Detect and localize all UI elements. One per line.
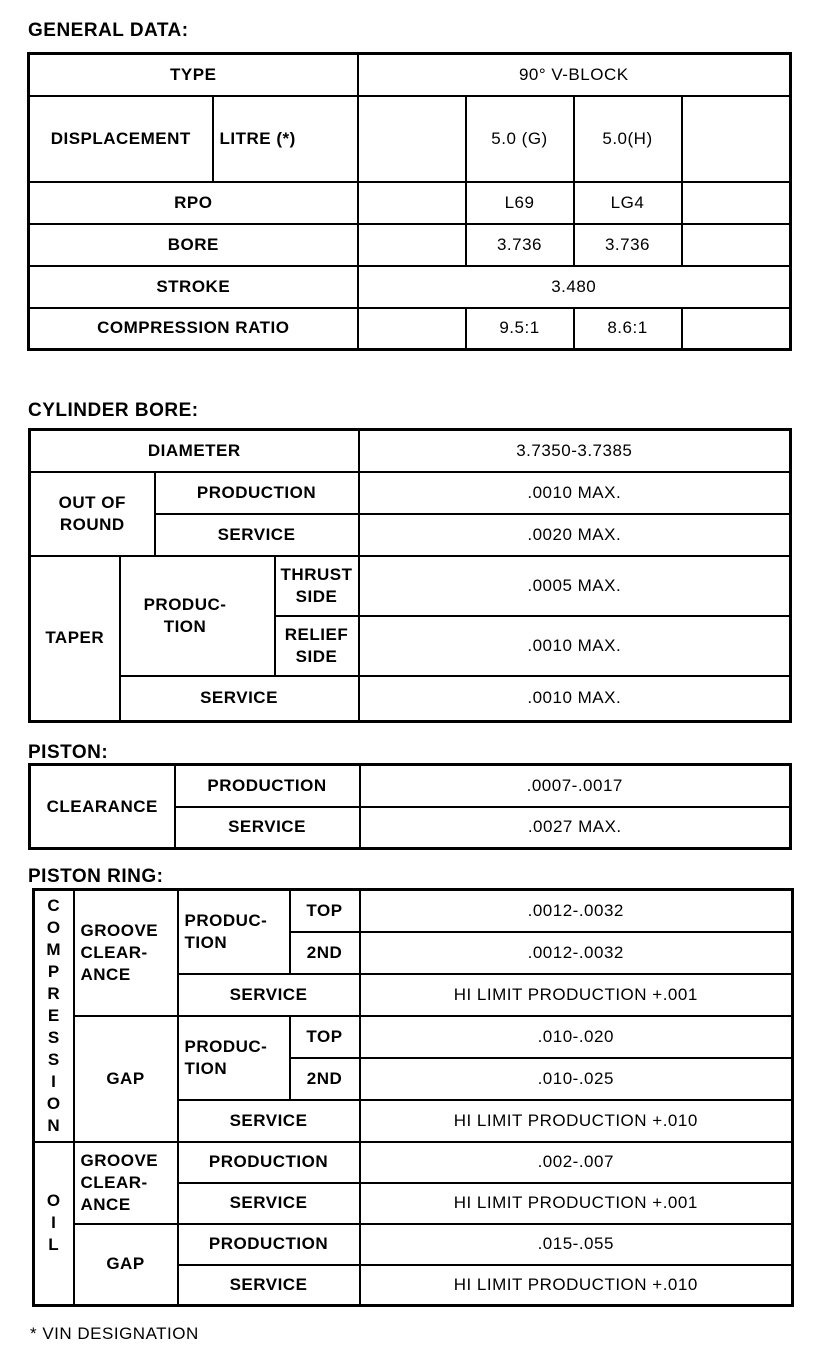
general-data-table: [27, 52, 792, 351]
comp-gap-2nd-label: 2ND: [290, 1058, 360, 1100]
empty-cell: [682, 224, 791, 266]
relief-side-label: RELIEF SIDE: [275, 616, 359, 676]
oil-groove-production-label: PRODUCTION: [178, 1142, 360, 1183]
piston-ring-table: [32, 888, 794, 1307]
piston-production-value: .0007-.0017: [360, 765, 791, 807]
rpo-g: L69: [466, 182, 574, 224]
stroke-value: 3.480: [358, 266, 791, 308]
compression-h: 8.6:1: [574, 308, 682, 350]
oil-groove-service-label: SERVICE: [178, 1183, 360, 1224]
taper-production-label: PRODUC- TION: [120, 556, 275, 676]
oil-gap-service-label: SERVICE: [178, 1265, 360, 1306]
bore-h: 3.736: [574, 224, 682, 266]
oil-groove-service-value: HI LIMIT PRODUCTION +.001: [360, 1183, 793, 1224]
taper-service-label: SERVICE: [120, 676, 359, 722]
rpo-label: RPO: [29, 182, 358, 224]
piston-service-value: .0027 MAX.: [360, 807, 791, 849]
oor-production-value: .0010 MAX.: [359, 472, 791, 514]
vin-designation-footnote: * VIN DESIGNATION: [30, 1324, 199, 1343]
oil-gap-service-value: HI LIMIT PRODUCTION +.010: [360, 1265, 793, 1306]
thrust-side-label: THRUST SIDE: [275, 556, 359, 616]
empty-cell: [358, 182, 466, 224]
compression-g: 9.5:1: [466, 308, 574, 350]
empty-cell: [358, 96, 466, 182]
piston-table: [28, 763, 792, 850]
diameter-value: 3.7350-3.7385: [359, 430, 791, 472]
comp-groove-top-label: TOP: [290, 890, 360, 932]
comp-gap-top-label: TOP: [290, 1016, 360, 1058]
oil-gap-production-label: PRODUCTION: [178, 1224, 360, 1265]
comp-groove-clearance-label: GROOVE CLEAR- ANCE: [74, 890, 178, 1016]
empty-cell: [358, 308, 466, 350]
bore-g: 3.736: [466, 224, 574, 266]
oil-vertical-label: O I L: [34, 1142, 74, 1306]
type-label: TYPE: [29, 54, 358, 96]
empty-cell: [682, 308, 791, 350]
rpo-h: LG4: [574, 182, 682, 224]
displacement-h: 5.0(H): [574, 96, 682, 182]
oil-groove-clearance-label: GROOVE CLEAR- ANCE: [74, 1142, 178, 1224]
stroke-label: STROKE: [29, 266, 358, 308]
comp-gap-2nd-value: .010-.025: [360, 1058, 793, 1100]
oil-gap-label: GAP: [74, 1224, 178, 1306]
thrust-side-value: .0005 MAX.: [359, 556, 791, 616]
bore-label: BORE: [29, 224, 358, 266]
oor-service-value: .0020 MAX.: [359, 514, 791, 556]
piston-service-label: SERVICE: [175, 807, 360, 849]
empty-cell: [358, 224, 466, 266]
comp-groove-production-label: PRODUC- TION: [178, 890, 290, 974]
diameter-label: DIAMETER: [30, 430, 359, 472]
comp-groove-2nd-label: 2ND: [290, 932, 360, 974]
empty-cell: [682, 96, 791, 182]
comp-groove-2nd-value: .0012-.0032: [360, 932, 793, 974]
taper-service-value: .0010 MAX.: [359, 676, 791, 722]
comp-groove-top-value: .0012-.0032: [360, 890, 793, 932]
taper-label: TAPER: [30, 556, 120, 722]
comp-gap-production-label: PRODUC- TION: [178, 1016, 290, 1100]
clearance-label: CLEARANCE: [30, 765, 175, 849]
piston-ring-title: PISTON RING:: [28, 866, 164, 887]
comp-gap-service-value: HI LIMIT PRODUCTION +.010: [360, 1100, 793, 1142]
oor-service-label: SERVICE: [155, 514, 359, 556]
compression-vertical-label: C O M P R E S S I O N: [34, 890, 74, 1142]
piston-production-label: PRODUCTION: [175, 765, 360, 807]
oor-production-label: PRODUCTION: [155, 472, 359, 514]
general-data-title: GENERAL DATA:: [28, 20, 189, 41]
cylinder-bore-title: CYLINDER BORE:: [28, 400, 199, 421]
comp-gap-service-label: SERVICE: [178, 1100, 360, 1142]
comp-gap-label: GAP: [74, 1016, 178, 1142]
litre-label: LITRE (*): [213, 96, 358, 182]
comp-gap-top-value: .010-.020: [360, 1016, 793, 1058]
relief-side-value: .0010 MAX.: [359, 616, 791, 676]
piston-title: PISTON:: [28, 742, 109, 763]
comp-groove-service-value: HI LIMIT PRODUCTION +.001: [360, 974, 793, 1016]
type-value: 90° V-BLOCK: [358, 54, 791, 96]
displacement-g: 5.0 (G): [466, 96, 574, 182]
displacement-label: DISPLACEMENT: [29, 96, 213, 182]
comp-groove-service-label: SERVICE: [178, 974, 360, 1016]
oil-gap-production-value: .015-.055: [360, 1224, 793, 1265]
cylinder-bore-table: [28, 428, 792, 723]
oil-groove-production-value: .002-.007: [360, 1142, 793, 1183]
out-of-round-label: OUT OF ROUND: [30, 472, 155, 556]
empty-cell: [682, 182, 791, 224]
compression-ratio-label: COMPRESSION RATIO: [29, 308, 358, 350]
